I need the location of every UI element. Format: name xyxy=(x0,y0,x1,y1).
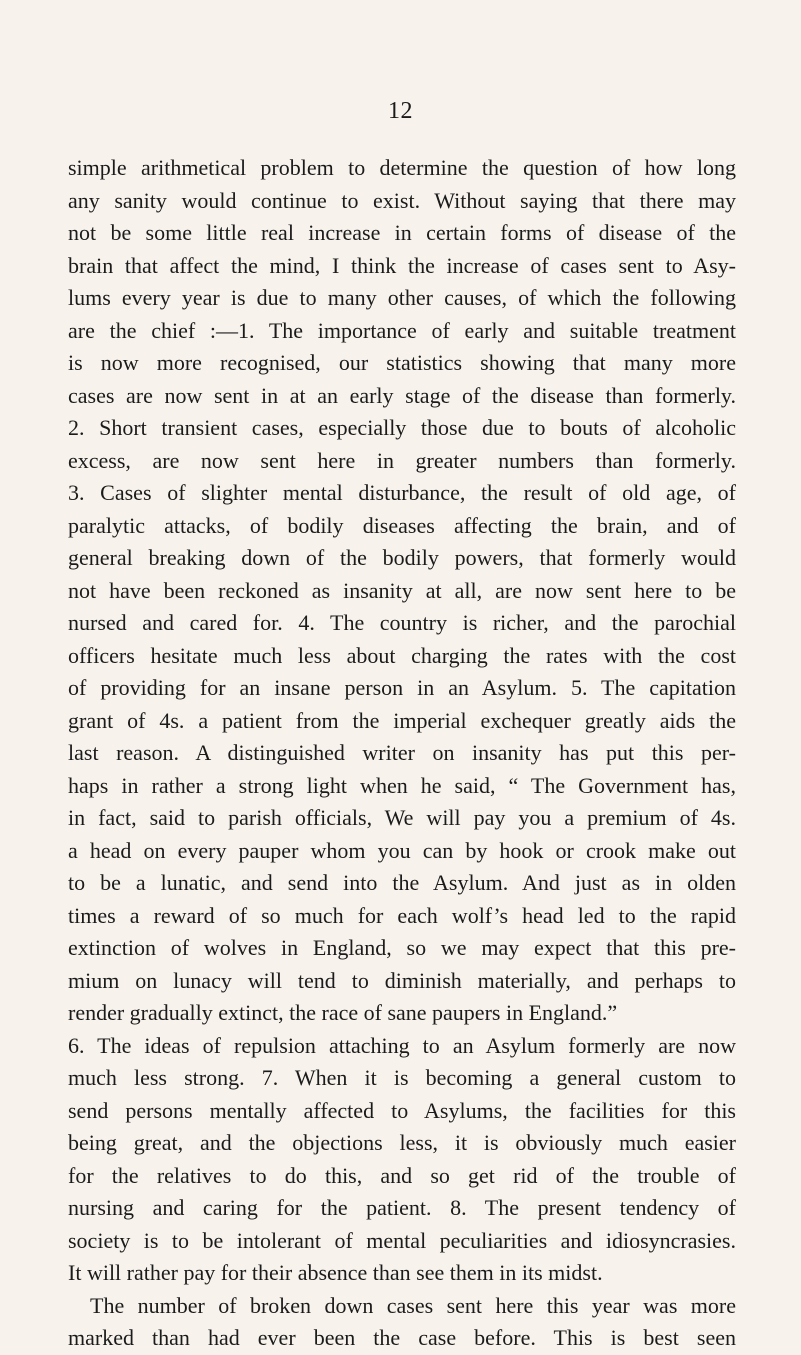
text-line: times a reward of so much for each wolf’s head led to the rapid xyxy=(68,902,736,928)
text-line: much less strong. 7. When it is becoming a general custom to xyxy=(68,1065,736,1090)
text-line: marked than had ever been the case before. This is best seen xyxy=(68,1325,736,1350)
text-line: lums every year is due to many other causes, of which the following xyxy=(68,285,736,310)
text-line: general breaking down of the bodily powers, that formerly would xyxy=(68,545,736,570)
text-line: being great, and the objections less, it is obviously much easier xyxy=(68,1130,736,1155)
text-line: society is to be intolerant of mental peculiarities and idiosyncrasies. xyxy=(68,1227,736,1253)
text-line: a head on every pauper whom you can by hook or crook make out xyxy=(68,837,736,863)
text-line: simple arithmetical problem to determine the question of how long xyxy=(68,155,736,180)
text-line: grant of 4s. a patient from the imperial exchequer greatly aids the xyxy=(68,707,736,733)
text-line: nursed and cared for. 4. The country is richer, and the parochial xyxy=(68,610,736,635)
text-line: are the chief :—1. The importance of early and suitable treatment xyxy=(68,317,736,343)
text-line: excess, are now sent here in greater numbers than formerly. xyxy=(68,447,736,473)
text-line: for the relatives to do this, and so get rid of the trouble of xyxy=(68,1162,736,1188)
text-line: officers hesitate much less about charging the rates with the cost xyxy=(68,642,736,668)
text-line: render gradually extinct, the race of sane paupers in England.” xyxy=(68,1000,618,1025)
text-line: 2. Short transient cases, especially those due to bouts of alcoholic xyxy=(68,415,736,440)
text-line: is now more recognised, our statistics showing that many more xyxy=(68,350,736,375)
text-line: 3. Cases of slighter mental disturbance, the result of old age, of xyxy=(68,480,736,505)
text-line: cases are now sent in at an early stage of the disease than formerly. xyxy=(68,382,736,408)
text-line: not have been reckoned as insanity at all, are now sent here to be xyxy=(68,577,736,603)
text-line: The number of broken down cases sent here this year was more xyxy=(90,1292,736,1318)
text-line: extinction of wolves in England, so we may expect that this pre- xyxy=(68,935,736,960)
text-line: last reason. A distinguished writer on insanity has put this per- xyxy=(68,740,736,765)
text-line: send persons mentally affected to Asylums, the facilities for this xyxy=(68,1097,736,1123)
text-line: any sanity would continue to exist. Without saying that there may xyxy=(68,187,736,213)
text-line: not be some little real increase in certain forms of disease of the xyxy=(68,220,736,245)
page-number: 12 xyxy=(388,98,413,124)
text-line: paralytic attacks, of bodily diseases affecting the brain, and of xyxy=(68,512,736,538)
text-line: brain that affect the mind, I think the increase of cases sent to Asy- xyxy=(68,252,736,278)
text-line: 6. The ideas of repulsion attaching to an Asylum formerly are now xyxy=(68,1032,736,1058)
text-line: It will rather pay for their absence than see them in its midst. xyxy=(68,1260,603,1285)
text-line: mium on lunacy will tend to diminish materially, and perhaps to xyxy=(68,967,736,993)
text-line: of providing for an insane person in an Asylum. 5. The capitation xyxy=(68,675,736,700)
body-text xyxy=(68,152,736,1355)
text-line: nursing and caring for the patient. 8. The present tendency of xyxy=(68,1195,736,1220)
text-line: haps in rather a strong light when he said, “ The Government has, xyxy=(68,772,736,798)
text-line: in fact, said to parish officials, We will pay you a premium of 4s. xyxy=(68,805,736,830)
text-line: to be a lunatic, and send into the Asylum. And just as in olden xyxy=(68,870,736,895)
